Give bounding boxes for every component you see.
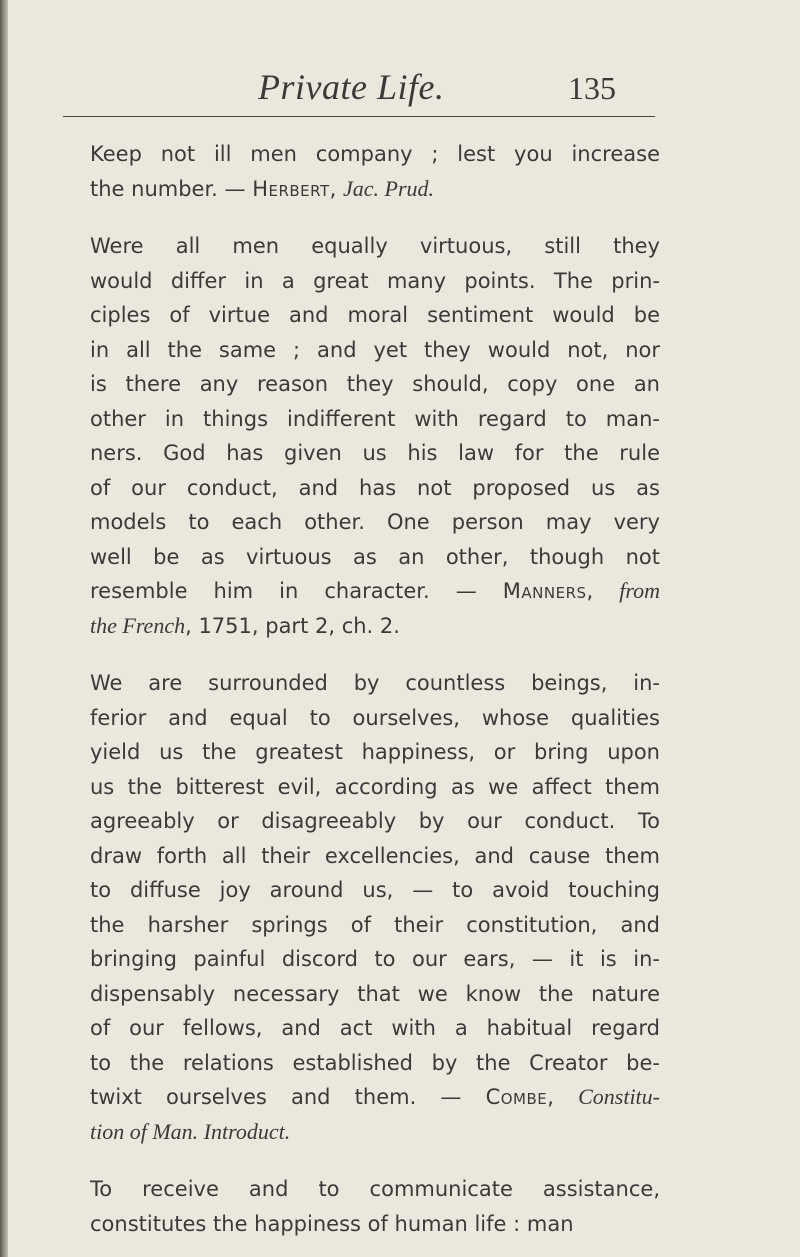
text-line: [90, 1011, 660, 1046]
line-text: ,: [547, 1085, 579, 1109]
text-line: [90, 264, 660, 299]
text-line: [90, 471, 660, 506]
text-line: [90, 229, 660, 264]
text-line: [90, 942, 660, 977]
paragraph-gap: [90, 1149, 660, 1172]
line-text: draw forth all their excellencies, and cause them: [90, 843, 660, 868]
text-line: [90, 701, 660, 736]
quotation-paragraph: [90, 1172, 660, 1241]
text-line: [90, 977, 660, 1012]
paragraph-gap: [90, 643, 660, 666]
line-text: of our fellows, and act with a habitual regard: [90, 1016, 660, 1040]
line-text: bringing painful discord to our ears, — it is in-: [90, 947, 660, 971]
text-line: [90, 333, 660, 368]
line-text: Keep not ill men company ; lest you increase: [90, 142, 660, 166]
source-title: tion of Man. Introduct.: [90, 1118, 291, 1144]
line-text: in all the same ; and yet they would not, nor: [90, 337, 660, 362]
line-text: of our conduct, and has not proposed us as: [90, 475, 660, 500]
source-title: Jac. Prud.: [343, 175, 435, 201]
source-title: from: [619, 578, 660, 603]
text-line: [90, 1172, 660, 1207]
text-line: [90, 137, 660, 172]
text-line: [90, 367, 660, 402]
line-text: ferior and equal to ourselves, whose qualities: [90, 705, 660, 730]
source-title: Constitu-: [578, 1084, 660, 1109]
line-text: us the bitterest evil, according as we affect them: [90, 774, 660, 799]
line-text: yield us the greatest happiness, or bring upon: [90, 740, 660, 764]
text-line: [90, 839, 660, 874]
line-text: agreeably or disagreeably by our conduct. To: [90, 809, 660, 833]
text-line: [90, 770, 660, 805]
text-line: [90, 540, 660, 575]
line-text: would differ in a great many points. The prin-: [90, 268, 660, 293]
page-body: [90, 137, 660, 1241]
line-text: well be as virtuous as an other, though not: [90, 544, 660, 569]
quotation-paragraph: [90, 666, 660, 1149]
text-line: [90, 402, 660, 437]
line-text: resemble him in character. —: [90, 579, 503, 603]
text-line: [90, 735, 660, 770]
line-text: is there any reason they should, copy one an: [90, 372, 660, 396]
line-text: twixt ourselves and them. —: [90, 1085, 486, 1109]
line-text: the harsher springs of their constitution, and: [90, 912, 660, 937]
page-number: 135: [568, 70, 616, 106]
header-rule: [63, 116, 655, 117]
line-text: ciples of virtue and moral sentiment would be: [90, 303, 660, 327]
text-line: [90, 436, 660, 471]
text-line: [90, 609, 660, 644]
line-text: ,: [329, 176, 344, 201]
quotation-paragraph: [90, 229, 660, 643]
line-text: , 1751, part 2, ch. 2.: [185, 613, 400, 638]
line-text: ners. God has given us his law for the rule: [90, 441, 660, 465]
paragraph-gap: [90, 206, 660, 229]
author-name: Herbert: [252, 176, 330, 201]
line-text: models to each other. One person may very: [90, 510, 660, 534]
text-line: [90, 873, 660, 908]
running-head: Private Life.: [258, 67, 445, 107]
quotation-paragraph: [90, 137, 660, 206]
text-line: [90, 172, 660, 207]
line-text: We are surrounded by countless beings, in-: [90, 671, 660, 695]
line-text: the number. —: [90, 176, 253, 201]
text-line: [90, 1046, 660, 1081]
line-text: constitutes the happiness of human life : man: [90, 1211, 574, 1236]
line-text: dispensably necessary that we know the nature: [90, 981, 660, 1006]
text-line: [90, 298, 660, 333]
line-text: To receive and to communicate assistance,: [90, 1177, 660, 1201]
source-title: the French: [90, 612, 186, 638]
text-line: [90, 574, 660, 609]
page-header: [0, 66, 800, 116]
text-line: [90, 1115, 660, 1150]
text-line: [90, 908, 660, 943]
line-text: Were all men equally virtuous, still they: [90, 234, 660, 258]
text-line: [90, 1207, 660, 1242]
line-text: other in things indifferent with regard to man-: [90, 406, 660, 431]
author-name: Manners: [502, 579, 587, 603]
text-line: [90, 505, 660, 540]
text-line: [90, 1080, 660, 1115]
line-text: to the relations established by the Creator be-: [90, 1050, 660, 1075]
text-line: [90, 804, 660, 839]
text-line: [90, 666, 660, 701]
line-text: ,: [586, 579, 620, 603]
book-spine-edge: [0, 0, 8, 1257]
author-name: Combe: [485, 1085, 548, 1109]
line-text: to diffuse joy around us, — to avoid touching: [90, 878, 660, 902]
